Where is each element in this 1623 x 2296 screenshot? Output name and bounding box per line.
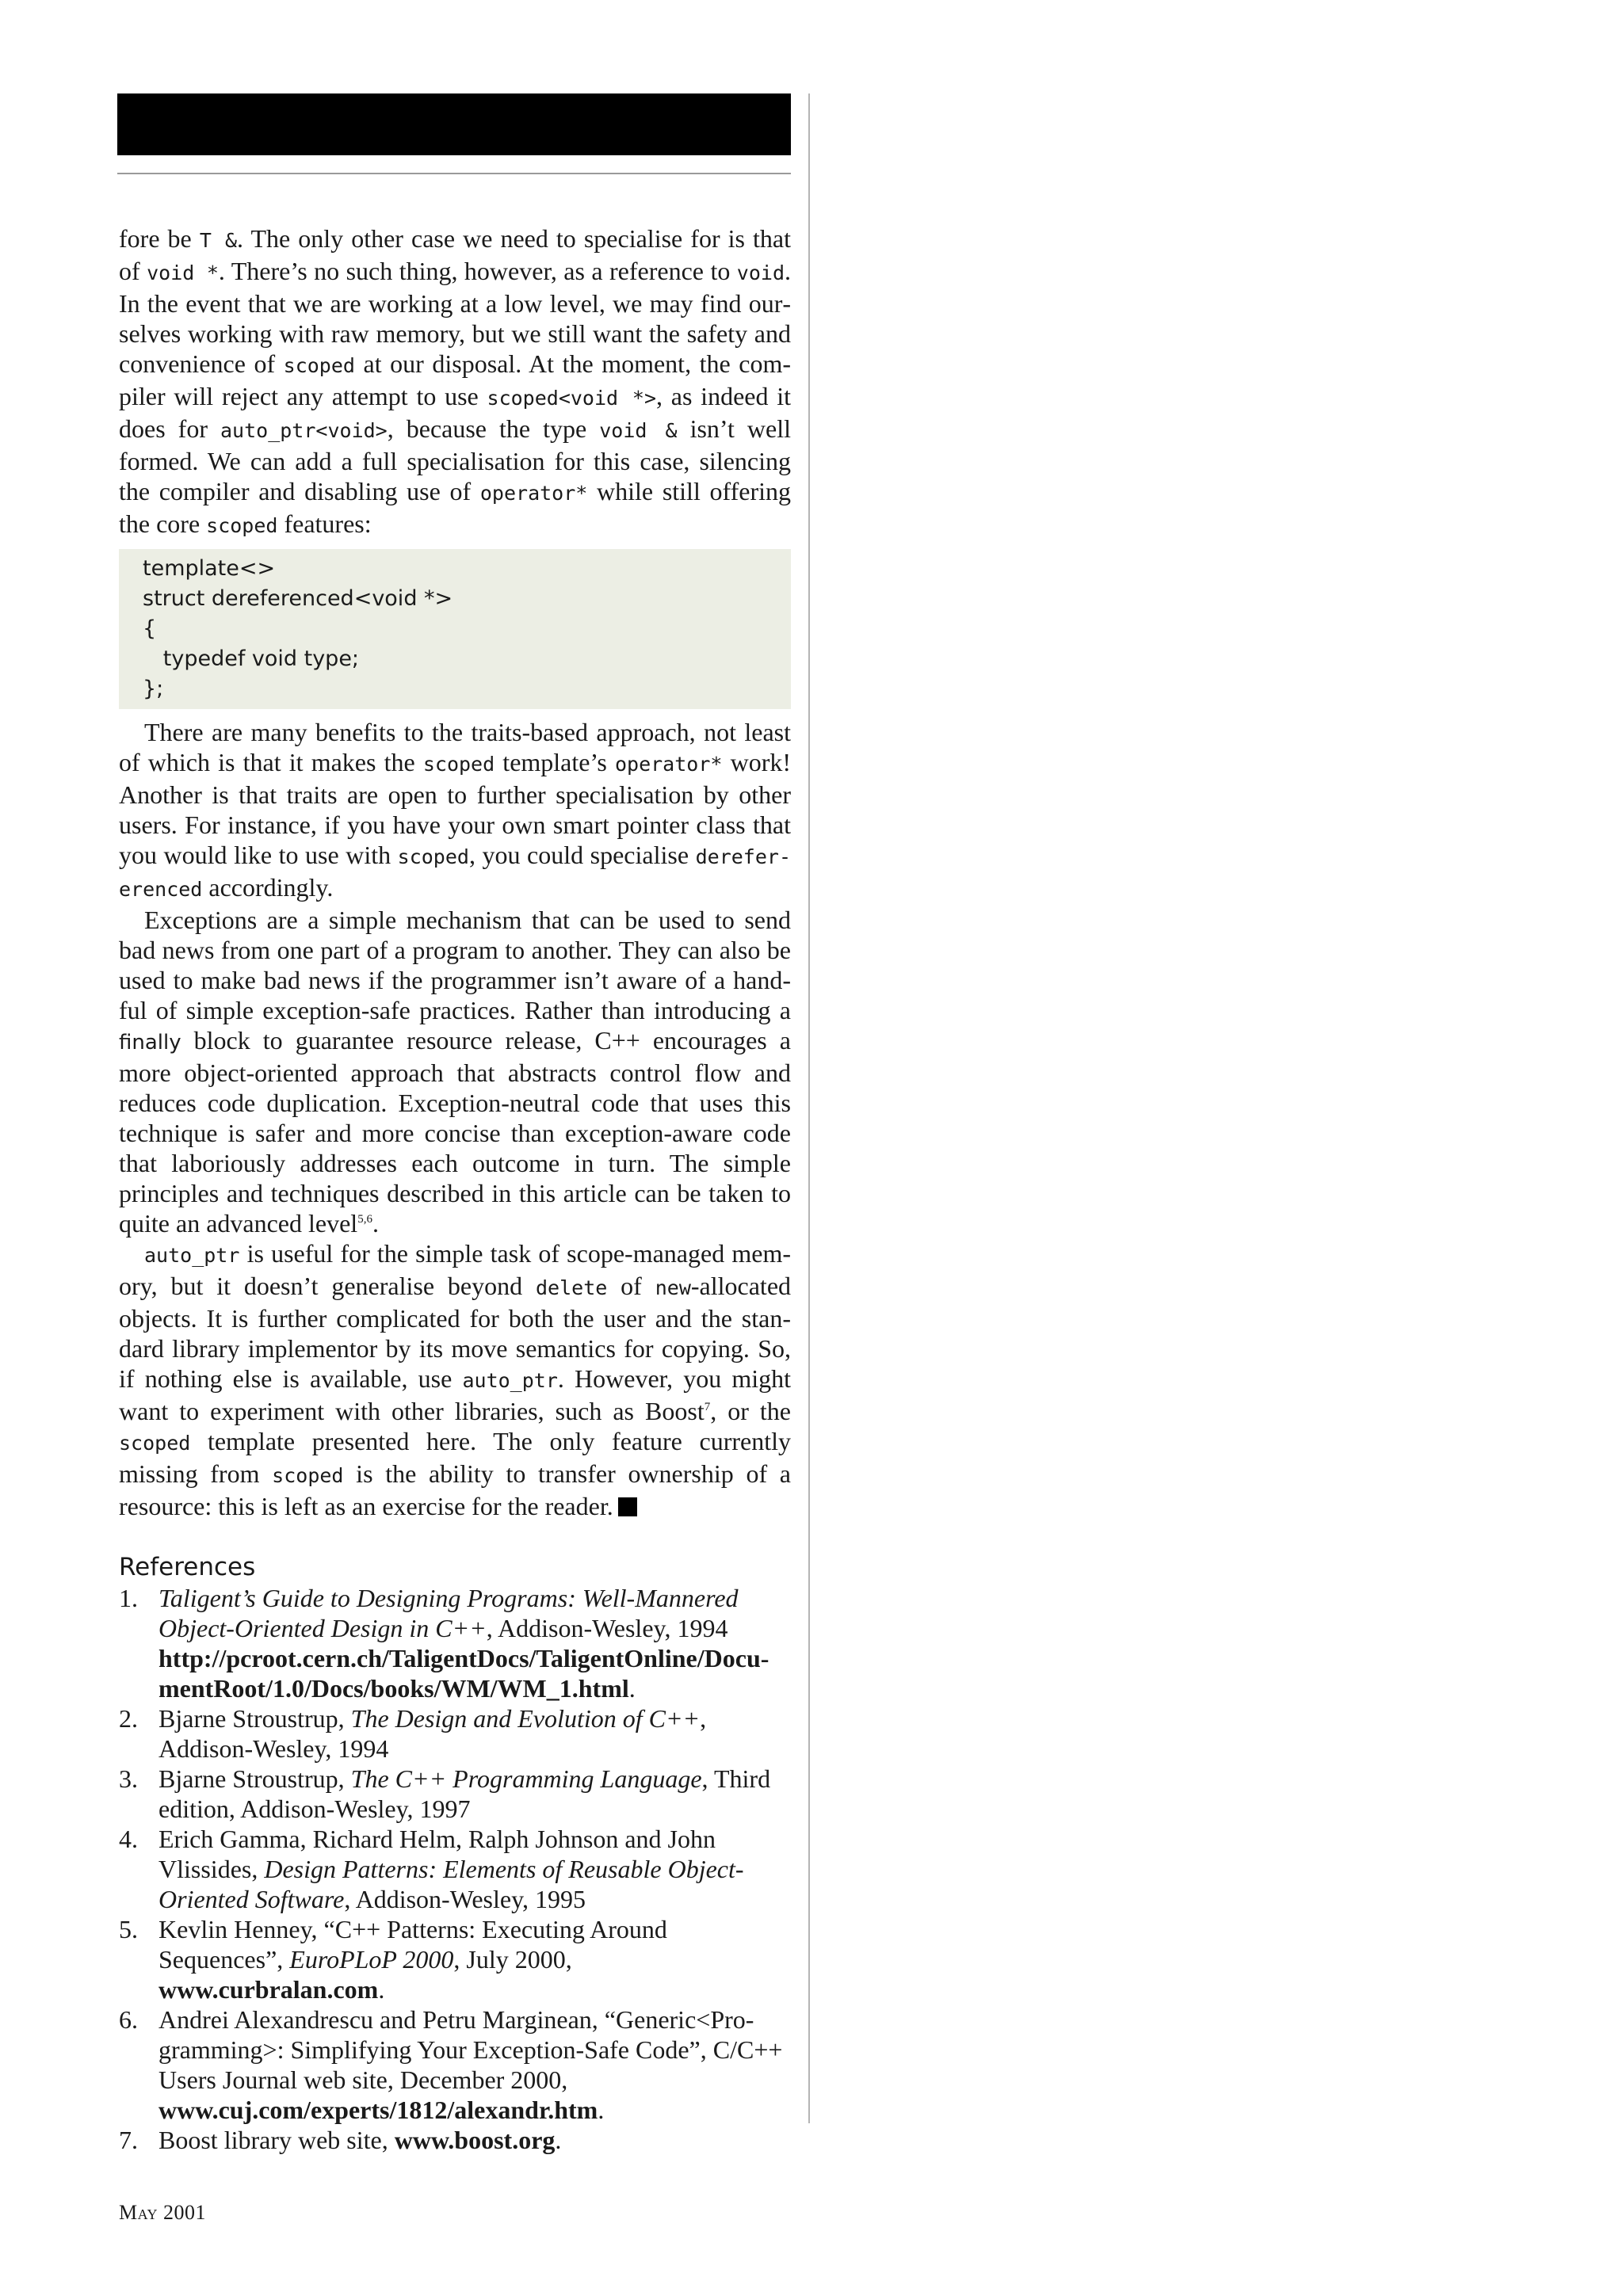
reference-link[interactable]: http://pcroot.cern.ch/TaligentDocs/TaligentOnline/DocumentRoot/1.0/Docs/books/WM/WM_1.html [158, 1644, 769, 1703]
article-column [119, 223, 791, 2155]
reference-item: 1. Taligent’s Guide to Designing Programs: Well-Mannered Object-Oriented Design in C++, Addison-Wesley, 1994 http://pcroot.cern.ch/TaligentDocs/TaligentOnline/DocumentRoot/1.0/Docs/books/WM/WM_1.html. [119, 1584, 769, 1703]
footer-issue-date: May 2001 [119, 2201, 206, 2224]
paragraph-3: Exceptions are a simple mechanism that can be used to send bad news from one part of a program to another. They can also be used to make bad news if the programmer isn’t aware of a handful of simple exception-safe practices. Rather than introducing a finally block to guarantee resource release, C++ encourages a more object-oriented approach that abstracts control flow and reduces code duplication. Exception-neutral code that uses this technique is safer and more concise than exception-aware code that laboriously addresses each outcome in turn. The simple principles and techniques described in this article can be taken to quite an advanced level$^{5,6}$. [119, 906, 791, 1238]
reference-item: 2. Bjarne Stroustrup, The Design and Evolution of C++, Addison-Wesley, 1994 [119, 1704, 707, 1763]
code-line: typedef void type; [143, 646, 360, 671]
references-list [119, 1583, 791, 2155]
code-line: template<> [143, 556, 276, 581]
code-line: struct dereferenced<void *> [143, 586, 453, 611]
paragraph-2: There are many benefits to the traits-based approach, not least of which is that it makes the scoped template’s operator* work! Another is that traits are open to further specialisation by other users. For instance, if you have your own smart pointer class that you would like to use with scoped, you could specialise derefererenced accordingly. [119, 718, 792, 902]
reference-link[interactable]: www.curbralan.com [158, 1975, 379, 2004]
reference-item: 6. Andrei Alexandrescu and Petru Marginean, “Generic<Programming>: Simplifying Your Exception-Safe Code”, C/C++ Users Journal web site, December 2000, www.cuj.com/experts/1812/alexandr.htm. [119, 2005, 783, 2124]
paragraph-4: auto_ptr is useful for the simple task of scope-managed memory, but it doesn’t generalise beyond delete of new-allocated objects. It is further complicated for both the user and the standard library implementor by its move semantics for copying. So, if nothing else is available, use auto_ptr. However, you might want to experiment with other libraries, such as Boost$^7$, or the scoped template presented here. The only feature currently missing from scoped is the ability to transfer ownership of a resource: this is left as an exercise for the reader. [119, 1239, 792, 1520]
reference-item: 4. Erich Gamma, Richard Helm, Ralph Johnson and John Vlissides, Design Patterns: Elements of Reusable Object-Oriented Software, Addison-Wesley, 1995 [119, 1825, 744, 1913]
reference-item: 7. Boost library web site, www.boost.org. [119, 2126, 562, 2154]
code-listing [119, 549, 791, 709]
reference-item: 5. Kevlin Henney, “C++ Patterns: Executing Around Sequences”, EuroPLoP 2000, July 2000, www.curbralan.com. [119, 1915, 667, 2004]
end-of-article-square [618, 1497, 637, 1516]
code-line: { [143, 616, 157, 641]
reference-link[interactable]: www.boost.org [394, 2126, 556, 2154]
column-rule [808, 93, 810, 2123]
references-heading: References [119, 1553, 256, 1581]
header-rule [117, 173, 791, 174]
reference-item: 3. Bjarne Stroustrup, The C++ Programming Language, Third edition, Addison-Wesley, 1997 [119, 1764, 771, 1823]
paragraph-1: fore be T &. The only other case we need to specialise for is that of void *. There’s no such thing, however, as a reference to void. In the event that we are working at a low level, we may find ourselves working with raw memory, but we still want the safety and convenience of scoped at our disposal. At the moment, the compiler will reject any attempt to use scoped<void *>, as indeed it does for auto_ptr<void>, because the type void & isn’t well formed. We can add a full specialisation for this case, silencing the compiler and disabling use of operator* while still offering the core scoped features: [119, 224, 792, 538]
header-bar [117, 93, 791, 155]
code-line: }; [143, 677, 164, 701]
reference-link[interactable]: www.cuj.com/experts/1812/alexandr.htm [158, 2096, 598, 2124]
